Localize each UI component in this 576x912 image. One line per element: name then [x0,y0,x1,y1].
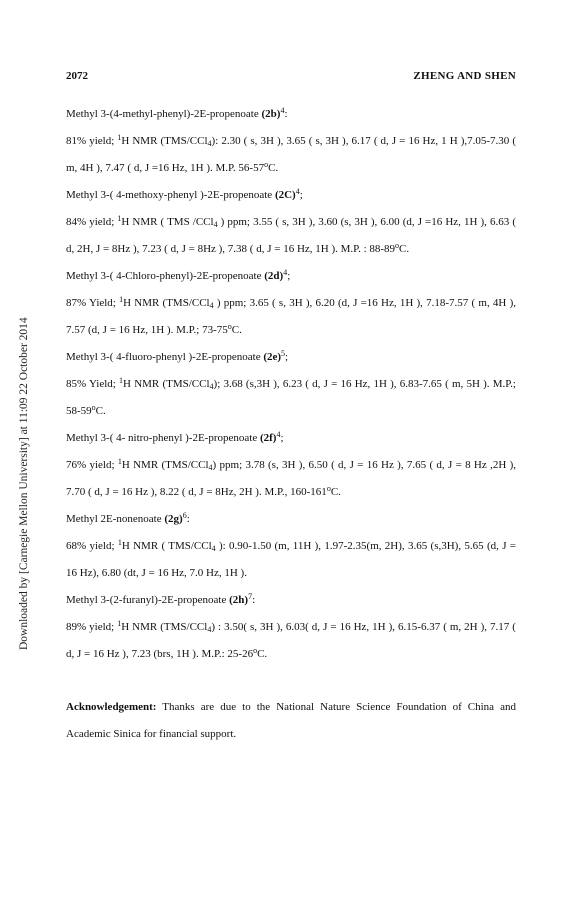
temperature-unit: C. [257,648,268,660]
degree-symbol: o [227,322,232,331]
temperature-unit: C. [399,243,410,255]
ccl4-subscript: 4 [207,139,212,148]
nmr-label-close: ) ppm; [213,297,250,309]
compound-id: (2f) [259,432,277,444]
degree-symbol: o [91,403,96,412]
nucleus-mass-number: 1 [117,619,122,628]
nmr-label: H NMR (TMS/CCl [121,621,208,633]
compound-id: (2e) [263,351,282,363]
title-punctuation: ; [287,270,291,282]
ccl4-subscript: 4 [207,625,212,634]
compound-entry [66,263,516,344]
compound-title [66,344,516,371]
spectral-data: 2.30 ( s, 3H ), 3.65 ( s, 3H ), 6.17 ( d, J = 16 Hz, 1 H ),7.05-7.30 ( m, 4H ), 7.47 ( d, J =16 Hz, 1H ). M.P. 56-57 [66,135,516,174]
title-punctuation: : [284,108,288,120]
ccl4-subscript: 4 [209,382,214,391]
nmr-data [66,209,516,263]
experimental-data [66,101,516,759]
nmr-data [66,371,516,425]
spectral-data: 3.65 ( s, 3H ), 6.20 (d, J =16 Hz, 1H ), 7.18-7.57 ( m, 4H ), 7.57 (d, J = 16 Hz, 1H ). M.P.; 73-75 [66,297,517,336]
nmr-label: H NMR ( TMS /CCl [121,216,214,228]
nmr-label: H NMR (TMS/CCl [121,135,208,147]
ccl4-subscript: 4 [208,463,213,472]
compound-id: (2g) [164,513,183,525]
degree-symbol: o [395,241,400,250]
reference-marker: 4 [283,268,288,277]
nucleus-mass-number: 1 [119,295,124,304]
nmr-label-close: ) ppm; [212,459,246,471]
reference-marker: 4 [280,106,285,115]
download-note: Downloaded by [Carnegie Mellon University] at 11:09 22 October 2014 [18,317,30,650]
spectral-data: 3.50( s, 3H ), 6.03( d, J = 16 Hz, 1H ), 6.15-6.37 ( m, 2H ), 7.17 ( d, J = 16 Hz ), 7.23 (brs, 1H ). M.P.: 25-26 [66,621,516,660]
temperature-unit: C. [95,405,106,417]
compound-id: (2h) [229,594,249,606]
temperature-unit: C. [231,324,242,336]
compound-name: Methyl 3-( 4-methoxy-phenyl )-2E-propenoate [66,189,275,201]
ccl4-subscript: 4 [209,301,214,310]
nucleus-mass-number: 1 [117,133,122,142]
yield-text: 89% yield; [66,621,118,633]
nucleus-mass-number: 1 [117,538,122,547]
compound-title [66,101,516,128]
compound-title [66,263,516,290]
nmr-data [66,533,516,587]
reference-marker: 6 [182,511,187,520]
nmr-data [66,614,516,668]
compound-title [66,587,516,614]
title-punctuation: : [252,594,256,606]
nmr-label-close: ) ppm; [217,216,254,228]
title-punctuation: ; [299,189,303,201]
compound-name: Methyl 3-(2-furanyl)-2E-propenoate [66,594,230,606]
compound-id: (2b) [261,108,281,120]
nmr-label: H NMR (TMS/CCl [121,459,209,471]
compound-id: (2C) [274,189,296,201]
nmr-data [66,128,516,182]
nmr-data [66,290,516,344]
spectral-data: 0.90-1.50 (m, 11H ), 1.97-2.35(m, 2H), 3.65 (s,3H), 5.65 (d, J = 16 Hz), 6.80 (dt, J = 16 Hz, 7.0 Hz, 1H ). [66,540,516,579]
reference-marker: 4 [276,430,281,439]
compound-list [66,101,516,668]
reference-marker: 5 [281,349,286,358]
acknowledgement-text: Thanks are due to the National Nature Science Foundation of China and Academic Sinica for financial support. [66,701,516,740]
reference-marker: 4 [295,187,300,196]
spectral-data: 3.55 ( s, 3H ), 3.60 (s, 3H ), 6.00 (d, J =16 Hz, 1H ), 6.63 ( d, 2H, J = 8Hz ), 7.23 ( d, J = 8Hz ), 7.38 ( d, J = 16 Hz, 1H ). M.P. : 88-89 [66,216,516,255]
compound-entry [66,344,516,425]
nmr-label: H NMR ( TMS/CCl [121,540,212,552]
compound-title [66,425,516,452]
spectral-data: 3.78 (s, 3H ), 6.50 ( d, J = 16 Hz ), 7.65 ( d, J = 8 Hz ,2H ), 7.70 ( d, J = 16 Hz ), 8.22 ( d, J = 8Hz, 2H ). M.P., 160-161 [66,459,516,498]
compound-name: Methyl 3-( 4-Chloro-phenyl)-2E-propenoate [66,270,265,282]
ccl4-subscript: 4 [211,544,216,553]
nmr-label: H NMR (TMS/CCl [123,378,210,390]
yield-text: 76% yield; [66,459,118,471]
nucleus-mass-number: 1 [117,457,122,466]
spectral-data: 3.68 (s,3H ), 6.23 ( d, J = 16 Hz, 1H ), 6.83-7.65 ( m, 5H ). M.P.; 58-59 [66,378,516,417]
title-punctuation: ; [285,351,289,363]
compound-id: (2d) [264,270,284,282]
degree-symbol: o [253,646,258,655]
temperature-unit: C. [330,486,341,498]
yield-text: 81% yield; [66,135,118,147]
compound-entry [66,101,516,182]
compound-name: Methyl 3-(4-methyl-phenyl)-2E-propenoate [66,108,262,120]
ccl4-subscript: 4 [213,220,218,229]
compound-name: Methyl 2E-nonenoate [66,513,165,525]
nmr-label: H NMR (TMS/CCl [123,297,210,309]
compound-entry [66,425,516,506]
temperature-unit: C. [268,162,279,174]
yield-text: 68% yield; [66,540,118,552]
running-header [66,70,516,86]
nmr-label-close: ); [213,378,224,390]
nmr-label-close: ) : [211,621,225,633]
title-punctuation: : [186,513,190,525]
compound-entry [66,506,516,587]
yield-text: 85% Yield; [66,378,120,390]
nmr-label-close: ): [215,540,230,552]
nmr-data [66,452,516,506]
running-head-authors: ZHENG AND SHEN [413,70,516,82]
degree-symbol: o [264,160,269,169]
nmr-label-close: ): [211,135,222,147]
acknowledgement [66,694,516,748]
compound-title [66,182,516,209]
nucleus-mass-number: 1 [117,214,122,223]
reference-marker: 7 [248,592,253,601]
yield-text: 84% yield; [66,216,118,228]
page-number: 2072 [66,70,88,82]
compound-title [66,506,516,533]
yield-text: 87% Yield; [66,297,120,309]
compound-entry [66,587,516,668]
compound-entry [66,182,516,263]
degree-symbol: o [326,484,331,493]
title-punctuation: ; [280,432,284,444]
compound-name: Methyl 3-( 4- nitro-phenyl )-2E-propenoate [66,432,260,444]
nucleus-mass-number: 1 [119,376,124,385]
compound-name: Methyl 3-( 4-fluoro-phenyl )-2E-propenoate [66,351,264,363]
acknowledgement-label: Acknowledgement: [66,701,157,713]
